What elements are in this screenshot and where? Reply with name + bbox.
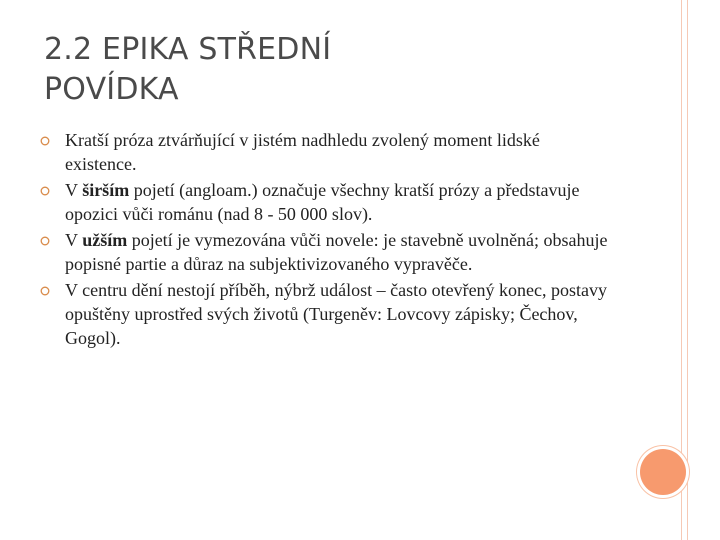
hollow-circle-bullet-icon	[40, 236, 50, 246]
bullet-text-bold: užším	[82, 230, 128, 250]
bullet-item	[40, 278, 615, 350]
bullet-item	[40, 128, 615, 176]
bullet-text-bold: širším	[82, 180, 130, 200]
bullet-text: Kratší próza ztvárňující v jistém nadhledu zvolený moment lidské existence.	[65, 130, 540, 174]
decorative-vertical-line	[687, 0, 688, 540]
bullet-list	[40, 128, 615, 352]
bullet-text-prefix: V	[65, 180, 83, 200]
accent-circle-icon	[640, 449, 686, 495]
bullet-text-suffix: pojetí je vymezována vůči novele: je stavebně uvolněná; obsahuje popisné partie a důraz na subjektivizovaného vypravěče.	[65, 230, 608, 274]
slide-title-line-2: POVÍDKA	[44, 72, 179, 107]
slide-title	[44, 30, 604, 110]
bullet-text: V centru dění nestojí příběh, nýbrž událost – často otevřený konec, postavy opuštěny uprostřed svých životů (Turgeněv: Lovcovy zápisky; Čechov, Gogol).	[65, 280, 608, 348]
hollow-circle-bullet-icon	[40, 186, 50, 196]
bullet-item	[40, 228, 615, 276]
hollow-circle-bullet-icon	[40, 136, 50, 146]
slide-title-line-1: 2.2 EPIKA STŘEDNÍ	[44, 32, 332, 67]
bullet-item	[40, 178, 615, 226]
bullet-text-prefix: V	[65, 230, 83, 250]
bullet-text-suffix: pojetí (angloam.) označuje všechny kratší prózy a představuje opozici vůči románu (nad 8 - 50 000 slov).	[65, 180, 580, 224]
hollow-circle-bullet-icon	[40, 286, 50, 296]
